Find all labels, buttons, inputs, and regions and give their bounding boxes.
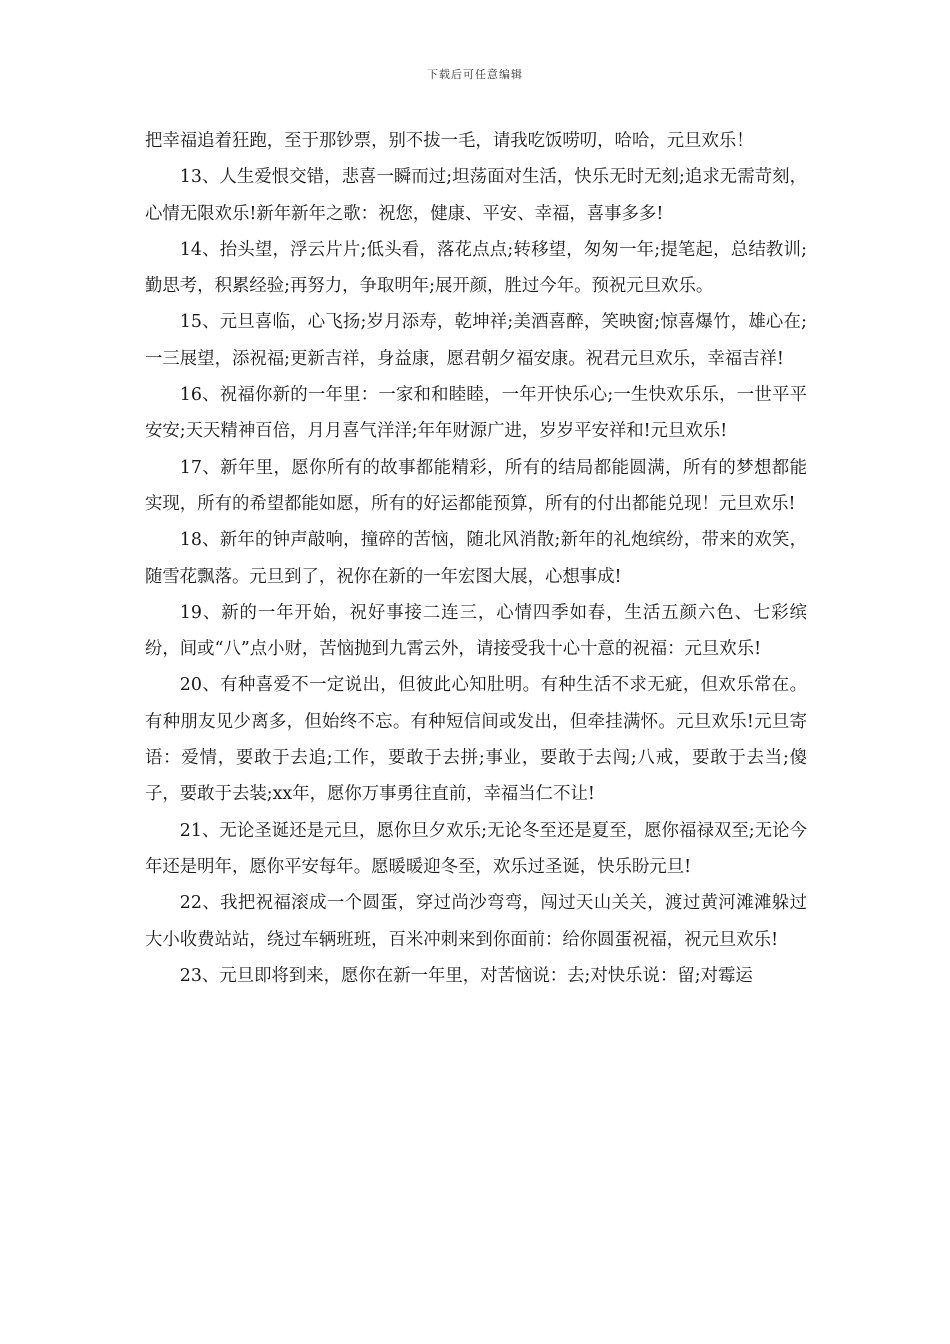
paragraph-14: 14、抬头望，浮云片片;低头看，落花点点;转移望，匆匆一年;提笔起，总结教训;勤思考，积累经验;再努力，争取明年;展开颜，胜过今年。预祝元旦欢乐。 [145,239,807,297]
paragraph-16: 16、祝福你新的一年里：一家和和睦睦，一年开快乐心;一生快欢乐乐，一世平平安安;天天精神百倍，月月喜气洋洋;年年财源广进，岁岁平安祥和!元旦欢乐! [145,385,807,442]
paragraph-15: 15、元旦喜临，心飞扬;岁月添寿，乾坤祥;美酒喜醉，笑映窗;惊喜爆竹，雄心在;一三展望，添祝福;更新吉祥，身益康，愿君朝夕福安康。祝君元旦欢乐，幸福吉祥! [145,312,807,369]
paragraph-13: 13、人生爱恨交错，悲喜一瞬而过;坦荡面对生活，快乐无时无刻;追求无需苛刻，心情无限欢乐!新年新年之歌：祝您，健康、平安、幸福，喜事多多! [145,167,807,224]
paragraph-22: 22、我把祝福滚成一个圆蛋，穿过尚沙弯弯，闯过天山关关，渡过黄河滩滩躲过大小收费站站，绕过车辆班班，百米冲刺来到你面前：给你圆蛋祝福，祝元旦欢乐! [145,893,807,950]
paragraph-17: 17、新年里，愿你所有的故事都能精彩，所有的结局都能圆满，所有的梦想都能实现，所有的希望都能如愿，所有的好运都能预算，所有的付出都能兑现！元旦欢乐! [145,457,807,514]
paragraph-20: 20、有种喜爱不一定说出，但彼此心知肚明。有种生活不求无疵，但欢乐常在。有种朋友见少离多，但始终不忘。有种短信间或发出，但牵挂满怀。元旦欢乐!元旦寄语：爱情，要敢于去追;工作，要敢于去拼;事业，要敢于去闯;八戒，要敢于去当;傻子，要敢于去装;xx年，愿你万事勇往直前，幸福当仁不让! [145,675,807,805]
paragraph-18: 18、新年的钟声敲响，撞碎的苦恼，随北风消散;新年的礼炮缤纷，带来的欢笑，随雪花飘落。元旦到了，祝你在新的一年宏图大展，心想事成! [145,530,807,587]
paragraph-23: 23、元旦即将到来，愿你在新一年里，对苦恼说：去;对快乐说：留;对霉运 [179,965,753,986]
paragraph-continued: 把幸福追着狂跑，至于那钞票，别不拔一毛，请我吃饭唠叨，哈哈，元旦欢乐！ [145,131,754,151]
paragraph-21: 21、无论圣诞还是元旦，愿你旦夕欢乐;无论冬至还是夏至，愿你福禄双至;无论今年还是明年，愿你平安每年。愿暖暖迎冬至，欢乐过圣诞，快乐盼元旦! [145,820,807,877]
document-body [145,123,807,994]
page-header: 下载后可任意编辑 [427,68,523,81]
paragraph-19: 19、新的一年开始，祝好事接二连三，心情四季如春，生活五颜六色、七彩缤纷，间或“八”点小财，苦恼抛到九霄云外，请接受我十心十意的祝福：元旦欢乐! [145,602,807,660]
